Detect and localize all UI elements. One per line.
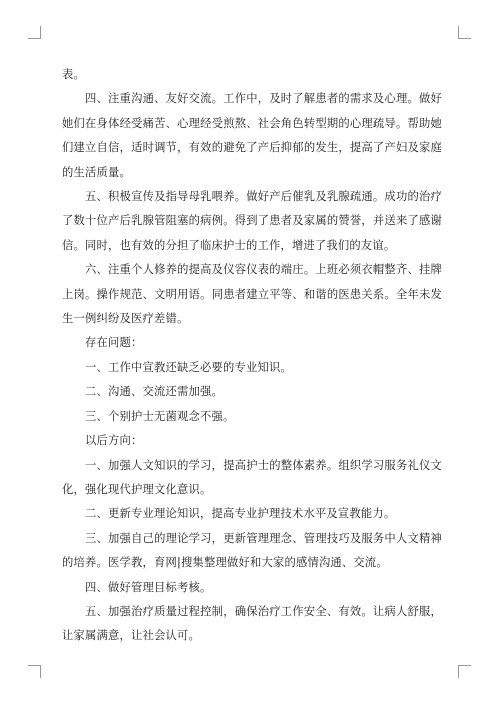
heading-future-direction: 以后方向： <box>85 434 143 448</box>
page-corner-mark-bottom-left <box>28 665 41 678</box>
paragraph-continuation: 表。 <box>62 68 85 81</box>
paragraph-breastfeeding: 五、积极宣传及指导母乳喂养。做好产后催乳及乳腺疏通。成功的治疗了数十位产后乳腺管阻塞的病例。得到了患者及家属的赞誉，并送来了感谢信。同时，也有效的分担了临床护士的工作，增进了我们的友谊。 <box>62 190 442 252</box>
page-corner-mark-top-right <box>458 26 471 39</box>
paragraph-personal-conduct: 六、注重个人修养的提高及仪容仪表的端庄。上班必须衣帽整齐、挂牌上岗。操作规范、文明用语。同患者建立平等、和谐的医患关系。全年未发生一例纠纷及医疗差错。 <box>62 263 442 326</box>
heading-existing-problems: 存在问题： <box>85 336 143 350</box>
problem-item-2: 二、沟通、交流还需加强。 <box>85 385 223 399</box>
direction-item-3: 三、加强自己的理论学习，更新管理理念、管理技巧及服务中人文精神的培养。医学教，育网|搜集整理做好和大家的感情沟通、交流。 <box>62 531 442 570</box>
page-corner-mark-top-left <box>28 26 41 39</box>
direction-item-5: 五、加强治疗质量过程控制，确保治疗工作安全、有效。让病人舒服，让家属满意，让社会认可。 <box>62 604 442 643</box>
page-corner-mark-bottom-right <box>458 665 471 678</box>
problem-item-1: 一、工作中宣教还缺乏必要的专业知识。 <box>85 360 292 374</box>
problem-item-3: 三、个别护士无菌观念不强。 <box>85 409 235 423</box>
direction-item-2: 二、更新专业理论知识，提高专业护理技术水平及宣教能力。 <box>85 507 396 521</box>
document-body <box>62 63 442 649</box>
direction-item-4: 四、做好管理目标考核。 <box>85 580 212 594</box>
direction-item-1: 一、加强人文知识的学习，提高护士的整体素养。组织学习服务礼仪文化，强化现代护理文化意识。 <box>62 458 442 496</box>
paragraph-communication: 四、注重沟通、友好交流。工作中，及时了解患者的需求及心理。做好她们在身体经受痛苦、心理经受煎熬、社会角色转型期的心理疏导。帮助她们建立自信，适时调节，有效的避免了产后抑郁的发生，提高了产妇及家庭的生活质量。 <box>62 92 442 179</box>
